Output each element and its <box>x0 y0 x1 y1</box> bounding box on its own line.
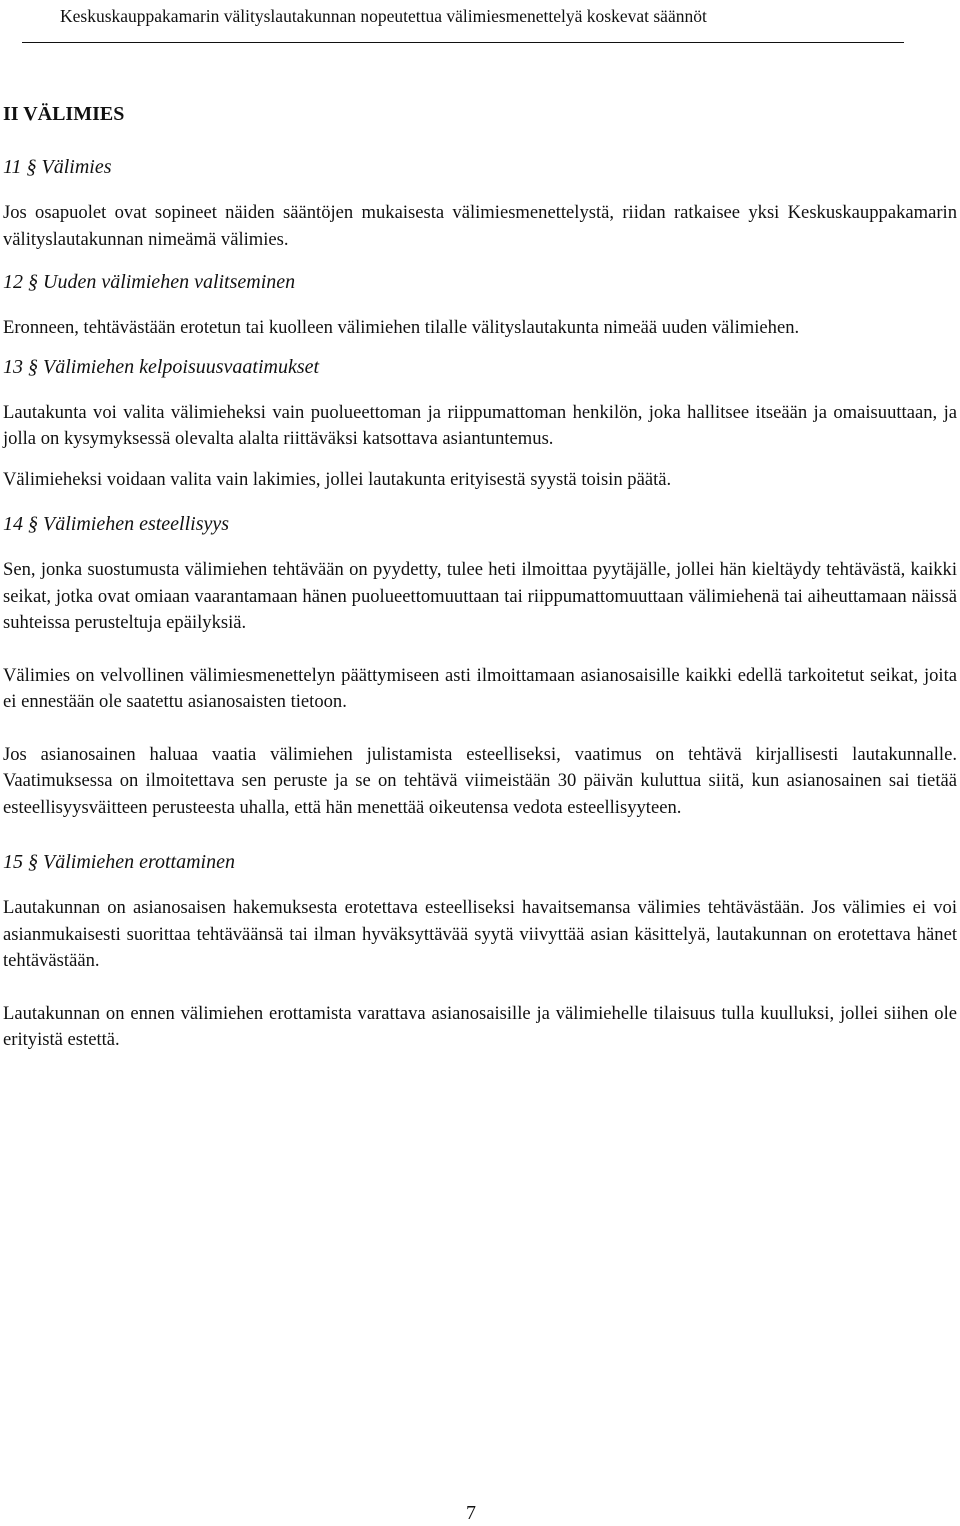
running-header: Keskuskauppakamarin välityslautakunnan nopeutettua välimiesmenettelyä koskevat säännöt <box>60 6 707 26</box>
section-paragraph: Sen, jonka suostumusta välimiehen tehtävään on pyydetty, tulee heti ilmoittaa pyytäjälle, jollei hän kieltäydy tehtävästä, kaikki seikat, jotka ovat omiaan vaarantamaan hänen puolueettomuuttaan tai riippumattomuuttaan välimiehenä tai aiheuttamaan näissä suhteissa perusteltuja epäilyksiä. <box>3 559 957 633</box>
page-number: 7 <box>466 1502 476 1524</box>
section-12 <box>3 267 957 342</box>
header-rule <box>22 42 904 43</box>
section-title: 14 § Välimiehen esteellisyys <box>3 513 230 535</box>
section-title: 12 § Uuden välimiehen valitseminen <box>3 271 296 293</box>
section-13 <box>3 352 957 494</box>
section-title: 15 § Välimiehen erottaminen <box>3 851 235 873</box>
section-paragraph: Jos asianosainen haluaa vaatia välimiehen julistamista esteelliseksi, vaatimus on tehtävä kirjallisesti lautakunnalle. Vaatimuksessa on ilmoitettava sen peruste ja se on tehtävä viimeistään 30 päivän kuluttua siitä, kun asianosainen sai tietää esteellisyysväitteen perusteesta uhalla, että hän menettää oikeutensa vedota esteellisyyteen. <box>3 743 957 818</box>
section-title: 13 § Välimiehen kelpoisuusvaatimukset <box>3 355 320 378</box>
section-paragraph: Lautakunnan on asianosaisen hakemuksesta erotettava esteelliseksi havaitsemansa välimies tehtävästään. Jos välimies ei voi asianmukaisesti suorittaa tehtäväänsä tai ilman hyväksyttävää syytä viivyttää asian käsittelyä, lautakunnan on erotettava hänet tehtävästään. <box>3 897 957 971</box>
section-14 <box>3 509 957 821</box>
section-paragraph: Välimieheksi voidaan valita vain lakimies, jollei lautakunta erityisestä syystä toisin päätä. <box>3 468 672 490</box>
section-11 <box>3 152 957 253</box>
page-content <box>3 98 957 1080</box>
section-paragraph: Lautakunnan on ennen välimiehen erottamista varattava asianosaisille ja välimiehelle tilaisuus tulla kuulluksi, jollei siihen ole erityistä estettä. <box>3 1002 957 1050</box>
section-paragraph: Jos osapuolet ovat sopineet näiden sääntöjen mukaisesta välimiesmenettelystä, riidan ratkaisee yksi Keskuskauppakamarin välityslautakunnan nimeämä välimies. <box>3 202 957 250</box>
section-paragraph: Eronneen, tehtävästään erotetun tai kuolleen välimiehen tilalle välityslautakunta nimeää uuden välimiehen. <box>3 317 800 338</box>
chapter-title: II VÄLIMIES <box>3 103 125 125</box>
section-15 <box>3 847 957 1054</box>
section-paragraph: Välimies on velvollinen välimiesmenettelyn päättymiseen asti ilmoittamaan asianosaisille kaikki edellä tarkoitetut seikat, joita ei ennestään ole saatettu asianosaisten tietoon. <box>3 664 957 712</box>
section-title: 11 § Välimies <box>3 156 112 178</box>
section-paragraph: Lautakunta voi valita välimieheksi vain puolueettoman ja riippumattoman henkilön, joka hallitsee itseään ja omaisuuttaan, ja jolla on kysymyksessä olevalta alalta riittäväksi katsottava asiantuntemus. <box>3 401 957 449</box>
